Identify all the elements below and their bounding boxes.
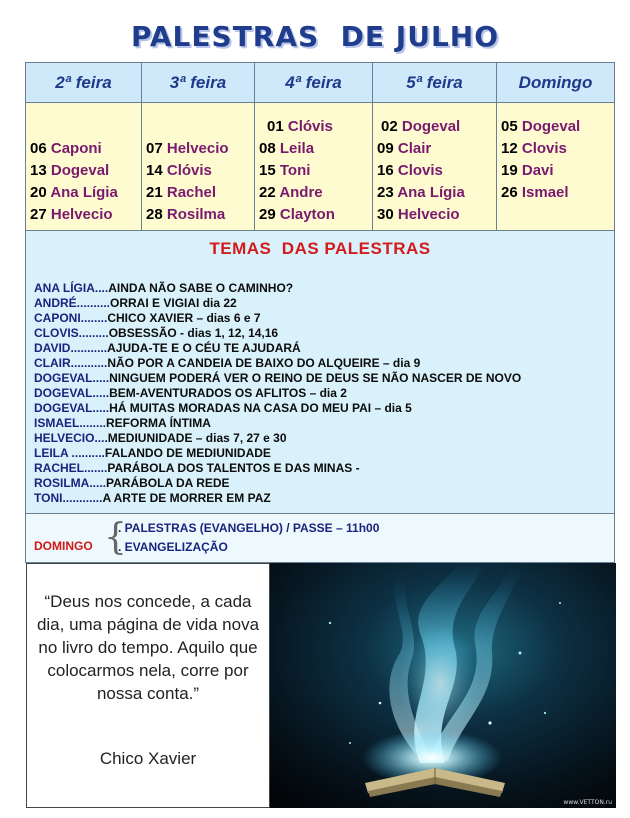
schedule-entry: 27 Helvecio bbox=[30, 206, 113, 223]
schedule-entry: 07 Helvecio bbox=[146, 140, 229, 157]
sunday-item: . PALESTRAS (EVANGELHO) / PASSE – 11h00 bbox=[118, 521, 380, 535]
schedule-entry: 13 Dogeval bbox=[30, 162, 110, 179]
day-header-quarta: 4ª feira bbox=[255, 63, 373, 102]
watermark: www.VETTON.ru bbox=[563, 799, 612, 806]
topic-row: CLOVIS.........OBSESSÃO - dias 1, 12, 14,16 bbox=[34, 326, 279, 340]
weekday-header-row bbox=[26, 63, 614, 103]
topics-section bbox=[26, 231, 614, 514]
schedule-column-segunda bbox=[26, 103, 142, 230]
schedule-entry: 30 Helvecio bbox=[377, 206, 460, 223]
schedule-entry: 05 Dogeval bbox=[501, 118, 581, 135]
schedule-entry: 01 Clóvis bbox=[267, 118, 333, 135]
schedule-column-quarta bbox=[255, 103, 373, 230]
day-header-terca: 3ª feira bbox=[142, 63, 255, 102]
sunday-item: . EVANGELIZAÇÃO bbox=[118, 540, 228, 554]
topic-row: LEILA ..........FALANDO DE MEDIUNIDADE bbox=[34, 446, 271, 460]
schedule-entry: 09 Clair bbox=[377, 140, 432, 157]
schedule-row bbox=[26, 103, 614, 231]
page-title: PALESTRAS DE JULHO bbox=[130, 20, 500, 53]
schedule-entry: 02 Dogeval bbox=[381, 118, 461, 135]
day-header-segunda: 2ª feira bbox=[26, 63, 142, 102]
topic-row: CLAIR...........NÃO POR A CANDEIA DE BAIXO DO ALQUEIRE – dia 9 bbox=[34, 356, 421, 370]
schedule-table bbox=[25, 62, 615, 563]
schedule-column-quinta bbox=[373, 103, 497, 230]
schedule-entry: 12 Clovis bbox=[501, 140, 567, 157]
schedule-entry: 19 Davi bbox=[501, 162, 554, 179]
schedule-entry: 23 Ana Lígia bbox=[377, 184, 465, 201]
topic-row: RACHEL.......PARÁBOLA DOS TALENTOS E DAS MINAS - bbox=[34, 461, 360, 475]
topic-row: TONI............A ARTE DE MORRER EM PAZ bbox=[34, 491, 271, 505]
quote-box bbox=[26, 563, 270, 808]
topic-row: DOGEVAL.....HÁ MUITAS MORADAS NA CASA DO MEU PAI – dia 5 bbox=[34, 401, 412, 415]
schedule-entry: 08 Leila bbox=[259, 140, 315, 157]
topic-row: DAVID...........AJUDA-TE E O CÉU TE AJUDARÁ bbox=[34, 341, 301, 355]
topic-row: HELVECIO....MEDIUNIDADE – dias 7, 27 e 30 bbox=[34, 431, 287, 445]
schedule-entry: 26 Ismael bbox=[501, 184, 569, 201]
schedule-entry: 22 Andre bbox=[259, 184, 323, 201]
schedule-entry: 16 Clovis bbox=[377, 162, 443, 179]
day-header-quinta: 5ª feira bbox=[373, 63, 497, 102]
schedule-entry: 14 Clóvis bbox=[146, 162, 212, 179]
schedule-entry: 15 Toni bbox=[259, 162, 311, 179]
schedule-entry: 28 Rosilma bbox=[146, 206, 226, 223]
schedule-entry: 21 Rachel bbox=[146, 184, 217, 201]
topic-row: DOGEVAL.....BEM-AVENTURADOS OS AFLITOS – dia 2 bbox=[34, 386, 347, 400]
topic-row: ROSILMA.....PARÁBOLA DA REDE bbox=[34, 476, 230, 490]
brace-icon: { bbox=[104, 517, 127, 558]
schedule-column-terca bbox=[142, 103, 255, 230]
quote-author: Chico Xavier bbox=[99, 749, 197, 768]
sunday-label: DOMINGO bbox=[34, 539, 93, 553]
topic-row: ANDRÉ..........ORRAI E VIGIAI dia 22 bbox=[34, 296, 237, 310]
schedule-entry: 20 Ana Lígia bbox=[30, 184, 118, 201]
glowing-book-illustration bbox=[270, 563, 616, 808]
book-light-image bbox=[270, 563, 616, 808]
quote-text: “Deus nos concede, a cada dia, uma página de vida nova no livro do tempo. Aquilo que colocarmos nela, corre por nossa conta.” bbox=[36, 592, 260, 703]
day-header-domingo: Domingo bbox=[518, 73, 593, 92]
topic-row: ISMAEL........REFORMA ÍNTIMA bbox=[34, 416, 211, 430]
schedule-entry: 29 Clayton bbox=[259, 206, 335, 223]
schedule-entry: 06 Caponi bbox=[30, 140, 102, 157]
schedule-column-domingo bbox=[497, 103, 614, 230]
topics-title: TEMAS DAS PALESTRAS bbox=[209, 239, 431, 258]
topic-row: DOGEVAL.....NINGUEM PODERÁ VER O REINO DE DEUS SE NÃO NASCER DE NOVO bbox=[34, 371, 522, 385]
topic-row: ANA LÍGIA....AINDA NÃO SABE O CAMINHO? bbox=[34, 281, 294, 295]
sunday-info bbox=[26, 514, 614, 562]
topic-row: CAPONI........CHICO XAVIER – dias 6 e 7 bbox=[34, 311, 261, 325]
